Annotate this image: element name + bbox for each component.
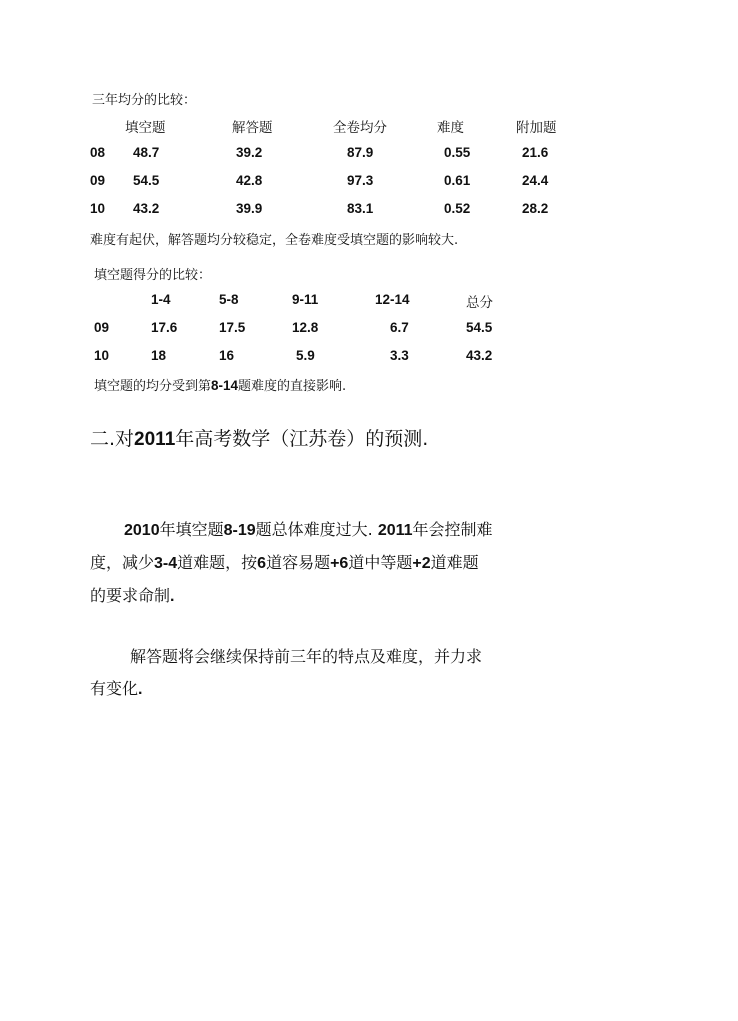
table-cell: 3.3 <box>390 348 409 363</box>
text-bold: . <box>170 588 175 605</box>
note-text: 题难度的直接影响. <box>238 379 347 394</box>
paragraph-line <box>90 673 482 706</box>
text: 的要求命制 <box>90 586 171 605</box>
text-bold: 3-4 <box>154 555 178 572</box>
table-cell: 39.2 <box>236 145 263 160</box>
table2-header: 12-14 <box>375 292 410 307</box>
heading-text: 年高考数学（江苏卷）的预测. <box>175 428 429 450</box>
heading-text: 二.对 <box>90 428 135 450</box>
table1-header-answer: 解答题 <box>232 120 273 136</box>
text: 有变化 <box>90 679 139 698</box>
table-cell: 24.4 <box>522 173 549 188</box>
table-cell: 0.61 <box>444 173 471 188</box>
section-heading <box>90 424 428 451</box>
text: 道难题，按 <box>177 553 258 572</box>
table-cell: 0.55 <box>444 145 471 160</box>
text-bold: 8-19 <box>223 522 256 539</box>
table-cell: 08 <box>90 145 106 160</box>
table2-header: 1-4 <box>151 292 171 307</box>
paragraph-line <box>90 514 493 547</box>
text: 年填空题 <box>159 520 224 539</box>
table-cell: 54.5 <box>466 320 493 335</box>
table2-header-total: 总分 <box>466 295 493 311</box>
text-bold: 2011 <box>377 522 413 539</box>
text: 题总体难度过大. <box>255 520 373 539</box>
table-cell: 0.52 <box>444 201 471 216</box>
table-cell: 97.3 <box>347 173 374 188</box>
paragraph-answer-questions <box>90 641 482 706</box>
table-cell: 42.8 <box>236 173 263 188</box>
table1-header-total: 全卷均分 <box>333 120 387 136</box>
table-cell: 43.2 <box>133 201 160 216</box>
table-cell: 16 <box>219 348 235 363</box>
paragraph-prediction <box>90 514 493 613</box>
text: 道容易题 <box>266 553 331 572</box>
table-cell: 18 <box>151 348 167 363</box>
table-cell: 87.9 <box>347 145 374 160</box>
table-cell: 12.8 <box>292 320 319 335</box>
table2-header: 5-8 <box>219 292 239 307</box>
text: 度，减少 <box>90 553 155 572</box>
section2-note <box>94 375 346 394</box>
table2-header: 9-11 <box>292 292 319 307</box>
section1-note: 难度有起伏，解答题均分较稳定，全卷难度受填空题的影响较大. <box>90 233 459 248</box>
section2-caption: 填空题得分的比较： <box>94 268 212 283</box>
table-cell: 54.5 <box>133 173 160 188</box>
table-cell: 09 <box>90 173 106 188</box>
table1-header-difficulty: 难度 <box>437 120 464 136</box>
table-cell: 28.2 <box>522 201 549 216</box>
text-bold: 2010 <box>124 522 160 539</box>
table1-header-fill: 填空题 <box>125 120 166 136</box>
note-text: 填空题的均分受到第 <box>94 379 212 394</box>
paragraph-line <box>90 580 493 613</box>
table-cell: 83.1 <box>347 201 374 216</box>
text-bold: +6 <box>330 555 349 572</box>
table-cell: 39.9 <box>236 201 263 216</box>
text: 道难题 <box>430 553 479 572</box>
table-cell: 10 <box>94 348 110 363</box>
table-cell: 48.7 <box>133 145 160 160</box>
table-cell: 09 <box>94 320 110 335</box>
paragraph-line <box>90 547 493 580</box>
paragraph-line: 解答题将会继续保持前三年的特点及难度，并力求 <box>130 647 483 666</box>
table-cell: 10 <box>90 201 106 216</box>
text-bold: . <box>138 681 143 698</box>
table-cell: 5.9 <box>296 348 315 363</box>
table-cell: 21.6 <box>522 145 549 160</box>
section1-caption: 三年均分的比较： <box>92 93 197 108</box>
table-cell: 17.6 <box>151 320 178 335</box>
table1-header-extra: 附加题 <box>516 120 557 136</box>
note-range: 8-14 <box>211 378 239 393</box>
text-bold: 6 <box>257 555 267 572</box>
text: 年会控制难 <box>412 520 493 539</box>
heading-year: 2011 <box>134 429 176 450</box>
table-cell: 43.2 <box>466 348 493 363</box>
text-bold: +2 <box>412 555 431 572</box>
text: 道中等题 <box>348 553 413 572</box>
table-cell: 17.5 <box>219 320 246 335</box>
table-cell: 6.7 <box>390 320 409 335</box>
